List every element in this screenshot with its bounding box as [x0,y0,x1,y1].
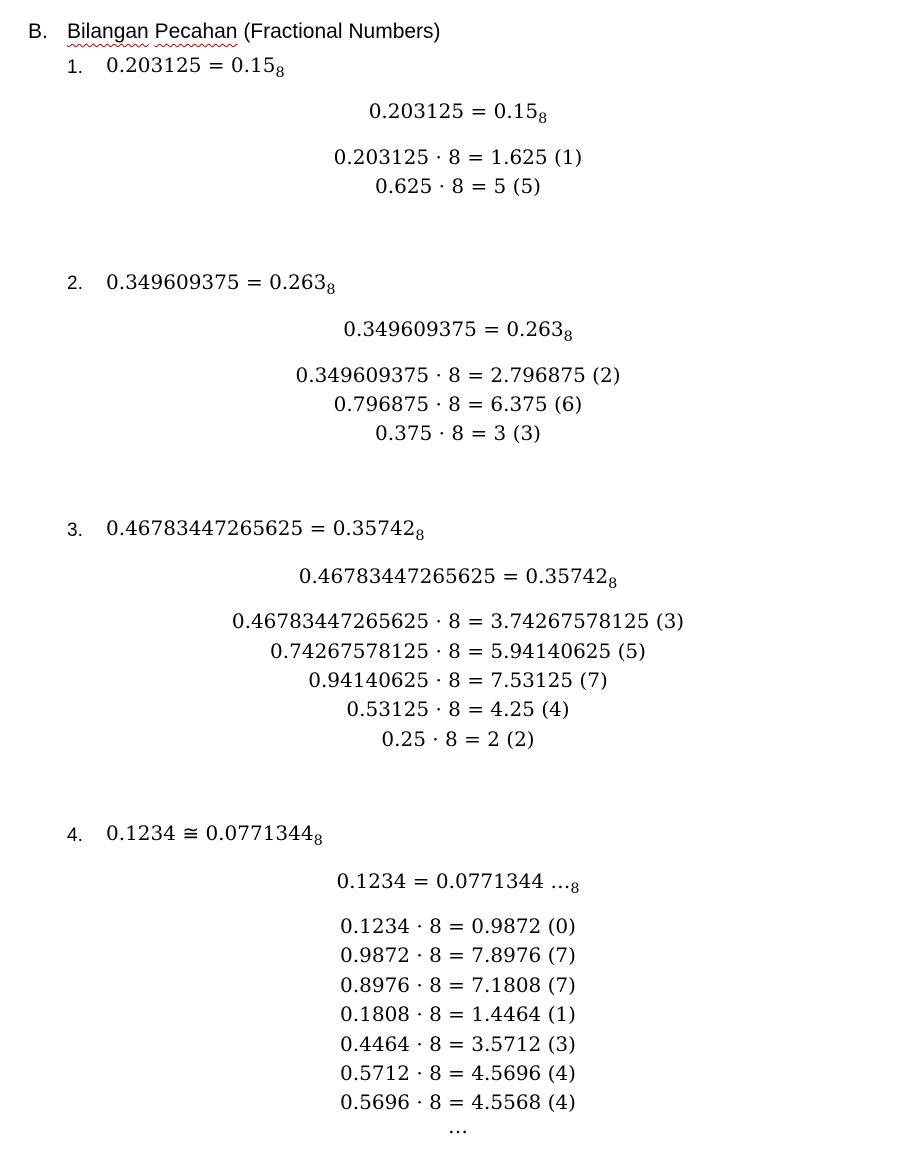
step-line: 0.74267578125 · 8 = 5.94140625 (5) [270,639,646,663]
item-equation-4: 0.1234 ≅ $0.0771344_8$ [106,821,323,850]
step-line: 0.94140625 · 8 = 7.53125 (7) [308,668,608,692]
step-line: 0.8976 · 8 = 7.1808 (7) [340,973,576,997]
step-line: 0.375 · 8 = 3 (3) [375,421,541,445]
centered-equation-2: $0.349609375 = 0.263_8$ [343,317,573,346]
item-equation-3: $0.46783447265625 = 0.35742_8$ [106,516,425,545]
section-label: B. [28,20,48,43]
section-title [67,20,441,44]
step-line: 0.625 · 8 = 5 (5) [375,174,541,198]
item-number-2: 2. [67,273,83,294]
step-line: 0.349609375 · 8 = 2.796875 (2) [295,363,621,387]
item-number-4: 4. [67,825,83,846]
centered-equation-4: 0.1234 = 0.0771344 $\dots_8$ [336,869,580,898]
section-title-subtitle: (Fractional Numbers) [237,20,441,43]
step-line: 0.46783447265625 · 8 = 3.74267578125 (3) [231,609,685,633]
step-line: 0.5712 · 8 = 4.5696 (4) [340,1061,576,1085]
section-title-word-pecahan: Pecahan [154,20,238,43]
step-line: 0.9872 · 8 = 7.8976 (7) [340,943,576,967]
continuation-ellipsis: … [448,1114,468,1138]
step-line: 0.1234 · 8 = 0.9872 (0) [340,914,576,938]
step-line: 0.53125 · 8 = 4.25 (4) [346,697,570,721]
item-equation-2: $0.349609375 = 0.263_8$ [106,270,336,299]
step-line: 0.1808 · 8 = 1.4464 (1) [340,1002,576,1026]
item-equation-1: $0.203125 = 0.15_8$ [106,53,285,82]
step-line: 0.796875 · 8 = 6.375 (6) [333,392,583,416]
step-line: 0.203125 · 8 = 1.625 (1) [333,145,583,169]
step-line: 0.5696 · 8 = 4.5568 (4) [340,1090,576,1114]
centered-equation-3: $0.46783447265625 = 0.35742_8$ [298,564,618,593]
item-number-1: 1. [67,57,83,78]
centered-equation-1: $0.203125 = 0.15_8$ [368,99,548,128]
step-line: 0.25 · 8 = 2 (2) [381,727,535,751]
step-line: 0.4464 · 8 = 3.5712 (3) [340,1032,576,1056]
item-number-3: 3. [67,520,83,541]
section-title-word-bilangan: Bilangan [67,20,149,43]
